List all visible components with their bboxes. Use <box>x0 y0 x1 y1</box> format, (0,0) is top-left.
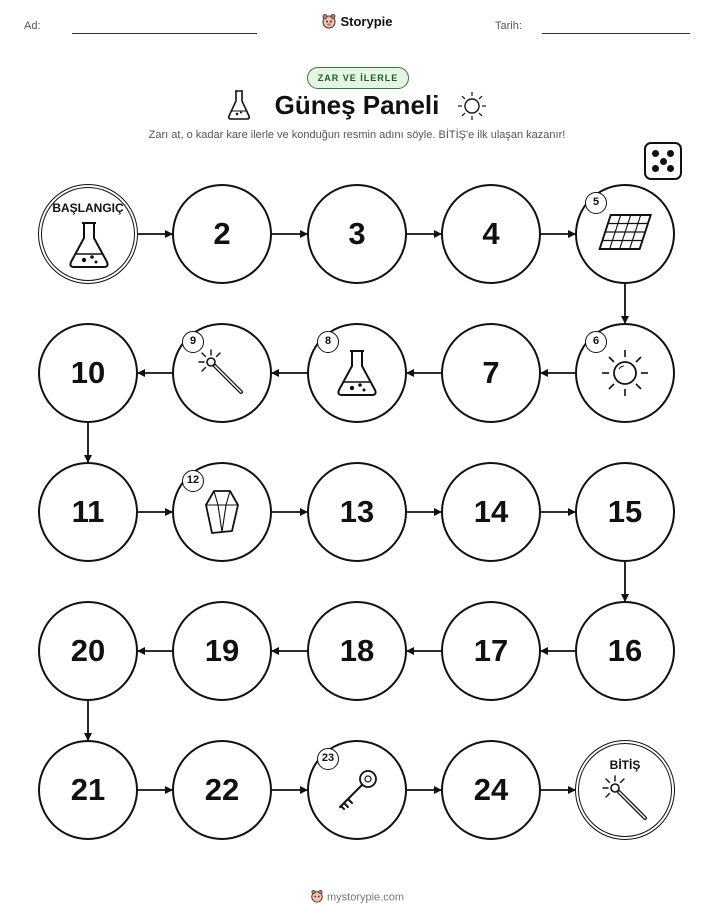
space-number: 16 <box>607 633 643 668</box>
space-number: 22 <box>204 772 240 807</box>
name-label: Ad: <box>24 20 41 32</box>
instructions: Zarı at, o kadar kare ilerle ve konduğun resmin adını söyle. BİTİŞ'e ilk ulaşan kazanır! <box>148 129 566 141</box>
space-number: 14 <box>473 494 509 529</box>
board-space-3 <box>307 184 407 284</box>
page-title: Güneş Paneli <box>274 90 440 120</box>
space-number: 21 <box>70 772 106 807</box>
space-number: 20 <box>70 633 106 668</box>
space-number: 18 <box>339 633 375 668</box>
space-number-badge: 6 <box>585 331 607 353</box>
board-space-15 <box>575 462 675 562</box>
finish-space <box>575 740 675 840</box>
space-number: 2 <box>213 216 231 251</box>
finish-label: BİTİŞ <box>609 758 641 772</box>
board-space-13 <box>307 462 407 562</box>
sun-icon <box>599 347 651 404</box>
crystal-icon <box>202 487 242 542</box>
board-space-19 <box>172 601 272 701</box>
game-type-badge: ZAR VE İLERLE <box>307 67 409 89</box>
board-space-11 <box>38 462 138 562</box>
flask-icon <box>334 348 380 403</box>
magic-wand-icon <box>601 774 651 829</box>
space-number-badge: 9 <box>182 331 204 353</box>
space-number-badge: 12 <box>182 470 204 492</box>
start-label: BAŞLANGIÇ <box>52 201 124 215</box>
solar-panel-icon <box>598 211 652 262</box>
space-number-badge: 5 <box>585 192 607 214</box>
space-number: 13 <box>339 494 375 529</box>
start-space <box>38 184 138 284</box>
key-icon <box>332 765 382 820</box>
board-space-22 <box>172 740 272 840</box>
board-space-21 <box>38 740 138 840</box>
space-number: 24 <box>473 772 509 807</box>
space-number: 15 <box>607 494 643 529</box>
board-space-18 <box>307 601 407 701</box>
flask-icon <box>66 220 112 275</box>
space-number: 19 <box>204 633 240 668</box>
footer <box>0 889 714 906</box>
board-space-14 <box>441 462 541 562</box>
space-number-badge: 8 <box>317 331 339 353</box>
board-space-4 <box>441 184 541 284</box>
board-space-2 <box>172 184 272 284</box>
space-number-badge: 23 <box>317 748 339 770</box>
board-space-16 <box>575 601 675 701</box>
brand-name: Storypie <box>340 13 393 29</box>
footer-url: mystorypie.com <box>326 891 405 904</box>
space-number: 7 <box>482 355 500 390</box>
board-space-7 <box>441 323 541 423</box>
date-label: Tarih: <box>495 20 522 32</box>
storypie-logo-icon <box>310 889 324 906</box>
board-space-17 <box>441 601 541 701</box>
space-number: 11 <box>71 494 105 529</box>
board-space-24 <box>441 740 541 840</box>
space-number: 17 <box>473 633 509 668</box>
space-number: 10 <box>70 355 106 390</box>
board-space-10 <box>38 323 138 423</box>
space-number: 3 <box>348 216 366 251</box>
space-number: 4 <box>482 216 500 251</box>
magic-wand-icon <box>197 348 247 403</box>
board-space-20 <box>38 601 138 701</box>
